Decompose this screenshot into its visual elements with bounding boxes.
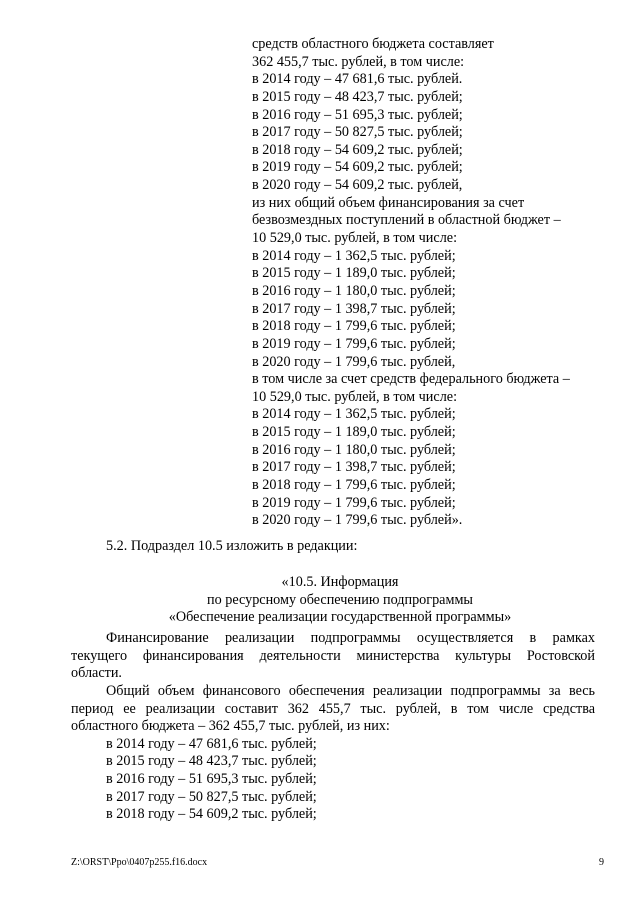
heading-line: «Обеспечение реализации государственной программы» bbox=[168, 609, 512, 626]
column-line: в 2015 году – 1 189,0 тыс. рублей; bbox=[252, 265, 456, 282]
year-line: в 2016 году – 51 695,3 тыс. рублей; bbox=[106, 771, 317, 788]
column-line: в 2018 году – 1 799,6 тыс. рублей; bbox=[252, 318, 456, 335]
column-line: в 2019 году – 54 609,2 тыс. рублей; bbox=[252, 159, 463, 176]
column-line: 362 455,7 тыс. рублей, в том числе: bbox=[252, 53, 465, 70]
paragraph-line: период ее реализации составит 362 455,7 тыс. рублей, в том числе средства bbox=[71, 700, 595, 717]
column-line: в 2017 году – 50 827,5 тыс. рублей; bbox=[252, 124, 463, 141]
column-line: 10 529,0 тыс. рублей, в том числе: bbox=[252, 230, 458, 247]
column-line: в 2016 году – 1 180,0 тыс. рублей; bbox=[252, 441, 456, 458]
column-line: средств областного бюджета составляет bbox=[252, 36, 494, 52]
paragraph-line: Общий объем финансового обеспечения реализации подпрограммы за весь bbox=[106, 682, 595, 699]
column-line: в 2019 году – 1 799,6 тыс. рублей; bbox=[252, 335, 456, 352]
column-line: в 2015 году – 48 423,7 тыс. рублей; bbox=[252, 88, 463, 105]
page-number: 9 bbox=[599, 857, 604, 868]
column-line: в 2020 году – 54 609,2 тыс. рублей, bbox=[252, 177, 463, 194]
item-5-2: 5.2. Подраздел 10.5 изложить в редакции: bbox=[106, 538, 358, 554]
heading-line: «10.5. Информация bbox=[281, 574, 399, 590]
section-heading bbox=[60, 574, 620, 627]
column-line: в 2014 году – 1 362,5 тыс. рублей; bbox=[252, 247, 456, 264]
paragraph-line: текущего финансирования деятельности министерства культуры Ростовской bbox=[71, 647, 595, 664]
column-line: в 2018 году – 54 609,2 тыс. рублей; bbox=[252, 141, 463, 158]
year-line: в 2018 году – 54 609,2 тыс. рублей; bbox=[106, 806, 317, 823]
column-line: безвозмездных поступлений в областной бюджет – bbox=[252, 212, 561, 229]
column-line: в 2015 году – 1 189,0 тыс. рублей; bbox=[252, 424, 456, 441]
column-line: из них общий объем финансирования за счет bbox=[252, 194, 525, 211]
year-line: в 2014 году – 47 681,6 тыс. рублей; bbox=[106, 735, 317, 752]
column-line: в 2018 году – 1 799,6 тыс. рублей; bbox=[252, 477, 456, 494]
paragraph-line: области. bbox=[71, 665, 122, 682]
column-line: в 2020 году – 1 799,6 тыс. рублей, bbox=[252, 353, 456, 370]
column-line: в 2014 году – 1 362,5 тыс. рублей; bbox=[252, 406, 456, 423]
column-line: в 2017 году – 1 398,7 тыс. рублей; bbox=[252, 300, 456, 317]
column-line: в 2017 году – 1 398,7 тыс. рублей; bbox=[252, 459, 456, 476]
column-line: в 2016 году – 1 180,0 тыс. рублей; bbox=[252, 282, 456, 299]
paragraph-line: Финансирование реализации подпрограммы осуществляется в рамках bbox=[106, 630, 595, 646]
body-text bbox=[71, 630, 595, 824]
funding-column bbox=[252, 36, 612, 530]
column-line: 10 529,0 тыс. рублей, в том числе: bbox=[252, 388, 458, 405]
column-line: в 2020 году – 1 799,6 тыс. рублей». bbox=[252, 512, 463, 529]
paragraph-line: областного бюджета – 362 455,7 тыс. рублей, из них: bbox=[71, 718, 390, 735]
footer-file-path: Z:\ORST\Ppo\0407p255.f16.docx bbox=[71, 857, 208, 868]
column-line: в 2016 году – 51 695,3 тыс. рублей; bbox=[252, 106, 463, 123]
year-line: в 2015 году – 48 423,7 тыс. рублей; bbox=[106, 753, 317, 770]
column-line: в том числе за счет средств федерального бюджета – bbox=[252, 371, 570, 388]
column-line: в 2014 году – 47 681,6 тыс. рублей. bbox=[252, 71, 463, 88]
year-line: в 2017 году – 50 827,5 тыс. рублей; bbox=[106, 788, 317, 805]
heading-line: по ресурсному обеспечению подпрограммы bbox=[207, 591, 473, 608]
column-line: в 2019 году – 1 799,6 тыс. рублей; bbox=[252, 494, 456, 511]
